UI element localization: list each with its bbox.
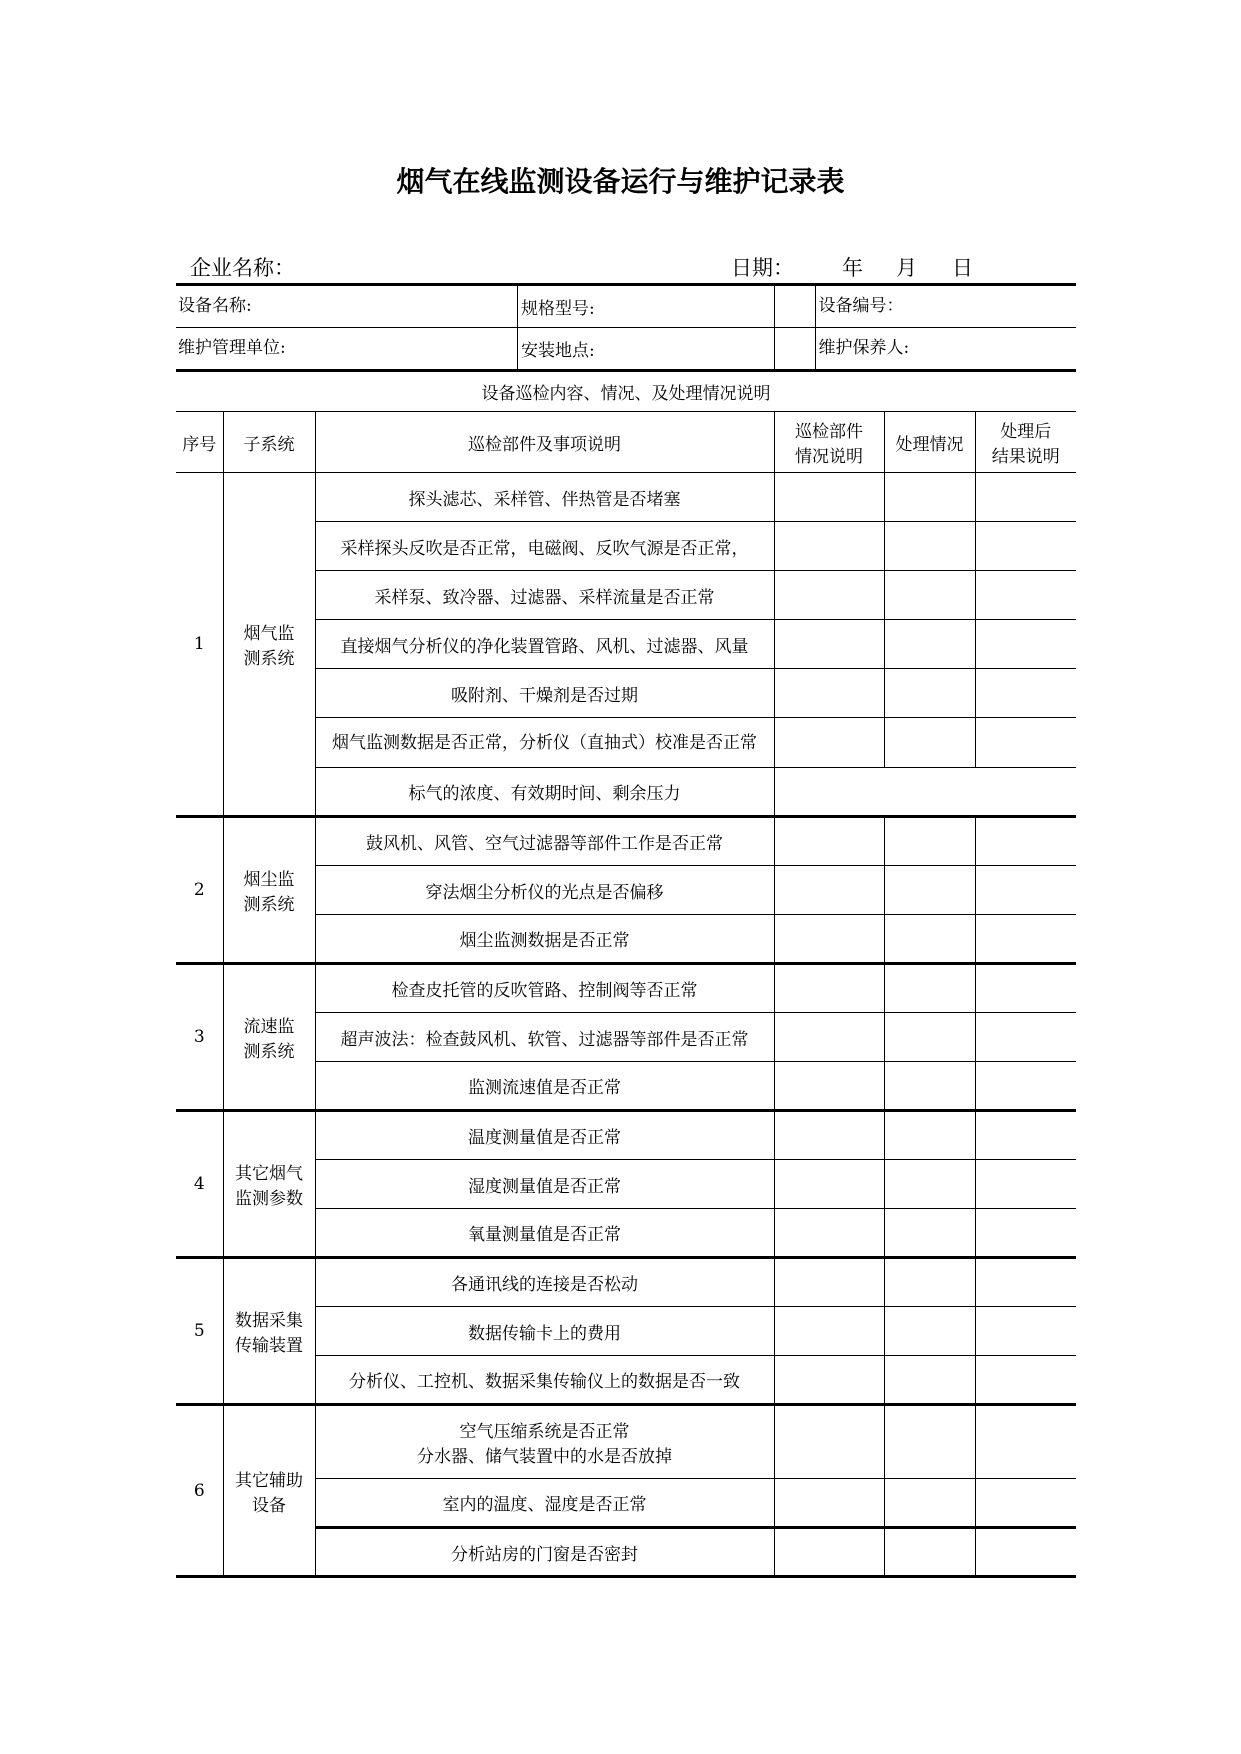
merged-blank-cell[interactable] bbox=[774, 768, 1076, 817]
item-cell: 鼓风机、风管、空气过滤器等部件工作是否正常 bbox=[315, 817, 774, 866]
item-cell: 探头滤芯、采样管、伴热管是否堵塞 bbox=[315, 473, 774, 522]
status-cell[interactable] bbox=[774, 866, 884, 915]
status-cell[interactable] bbox=[774, 1258, 884, 1307]
day-label: 日 bbox=[952, 256, 973, 280]
subsystem-name-2: 测系统 bbox=[243, 895, 295, 915]
subsystem-cell bbox=[223, 1405, 315, 1577]
month-label: 月 bbox=[896, 256, 917, 280]
subsystem-name-2: 设备 bbox=[252, 1495, 286, 1516]
status-cell[interactable] bbox=[774, 1062, 884, 1111]
spec-model-field: 规格型号: bbox=[521, 299, 595, 319]
result-cell[interactable] bbox=[975, 817, 1076, 866]
status-cell[interactable] bbox=[774, 1111, 884, 1160]
status-cell[interactable] bbox=[774, 964, 884, 1013]
item-cell: 室内的温度、湿度是否正常 bbox=[315, 1479, 774, 1528]
handling-cell[interactable] bbox=[884, 718, 975, 768]
subsystem-name-1: 其它烟气 bbox=[235, 1164, 303, 1184]
item-cell: 分析仪、工控机、数据采集传输仪上的数据是否一致 bbox=[315, 1356, 774, 1405]
item-cell: 穿法烟尘分析仪的光点是否偏移 bbox=[315, 866, 774, 915]
info-row-2 bbox=[176, 328, 774, 371]
item-cell: 湿度测量值是否正常 bbox=[315, 1160, 774, 1209]
item-cell: 烟尘监测数据是否正常 bbox=[315, 915, 774, 964]
seq-cell: 6 bbox=[176, 1405, 223, 1577]
result-cell[interactable] bbox=[975, 1209, 1076, 1258]
handling-cell[interactable] bbox=[884, 1013, 975, 1062]
col-status-line-2: 情况说明 bbox=[795, 447, 864, 467]
result-cell[interactable] bbox=[975, 1258, 1076, 1307]
result-cell[interactable] bbox=[975, 1356, 1076, 1405]
item-cell: 采样泵、致冷器、过滤器、采样流量是否正常 bbox=[315, 571, 774, 620]
result-cell[interactable] bbox=[975, 1405, 1076, 1479]
subsystem-cell bbox=[223, 1258, 315, 1405]
item-cell: 各通讯线的连接是否松动 bbox=[315, 1258, 774, 1307]
result-cell[interactable] bbox=[975, 1528, 1076, 1577]
date-label: 日期： bbox=[731, 256, 794, 280]
status-cell[interactable] bbox=[774, 1356, 884, 1405]
col-status-line-1: 巡检部件 bbox=[795, 422, 864, 442]
seq-cell: 2 bbox=[176, 817, 223, 964]
subsystem-name-2: 测系统 bbox=[243, 649, 295, 669]
install-site-field: 安装地点: bbox=[521, 341, 595, 361]
col-handling-header: 处理情况 bbox=[884, 412, 975, 473]
page-title: 烟气在线监测设备运行与维护记录表 bbox=[396, 165, 845, 198]
status-cell[interactable] bbox=[774, 1479, 884, 1528]
item-cell: 氧量测量值是否正常 bbox=[315, 1209, 774, 1258]
col-result-line-1: 处理后 bbox=[1000, 422, 1052, 442]
handling-cell[interactable] bbox=[884, 620, 975, 669]
result-cell[interactable] bbox=[975, 1160, 1076, 1209]
item-cell: 温度测量值是否正常 bbox=[315, 1111, 774, 1160]
section-title: 设备巡检内容、情况、及处理情况说明 bbox=[176, 371, 1076, 412]
item-cell: 烟气监测数据是否正常，分析仪（直抽式）校准是否正常 bbox=[315, 718, 774, 768]
col-result-header bbox=[975, 412, 1076, 473]
item-line-1: 空气压缩系统是否正常 bbox=[459, 1422, 630, 1442]
handling-cell[interactable] bbox=[884, 571, 975, 620]
maint-unit-field: 维护管理单位: bbox=[176, 328, 518, 369]
handling-cell[interactable] bbox=[884, 1405, 975, 1479]
col-subsystem-header: 子系统 bbox=[223, 412, 315, 473]
subsystem-name-1: 流速监 bbox=[243, 1017, 295, 1037]
result-cell[interactable] bbox=[975, 571, 1076, 620]
subsystem-name-2: 监测参数 bbox=[235, 1189, 303, 1209]
result-cell[interactable] bbox=[975, 964, 1076, 1013]
handling-cell[interactable] bbox=[884, 866, 975, 915]
handling-cell[interactable] bbox=[884, 964, 975, 1013]
device-no-field: 设备编号： bbox=[815, 286, 904, 327]
result-cell[interactable] bbox=[975, 1479, 1076, 1528]
item-cell: 直接烟气分析仪的净化装置管路、风机、过滤器、风量 bbox=[315, 620, 774, 669]
item-line-2: 分水器、储气装置中的水是否放掉 bbox=[417, 1447, 673, 1467]
seq-cell: 1 bbox=[176, 473, 223, 817]
status-cell[interactable] bbox=[774, 571, 884, 620]
item-cell: 吸附剂、干燥剂是否过期 bbox=[315, 669, 774, 718]
seq-cell: 3 bbox=[176, 964, 223, 1111]
item-cell: 分析站房的门窗是否密封 bbox=[315, 1528, 774, 1577]
item-cell bbox=[315, 1405, 774, 1479]
handling-cell[interactable] bbox=[884, 817, 975, 866]
subsystem-name-2: 测系统 bbox=[243, 1042, 295, 1062]
col-result-line-2: 结果说明 bbox=[991, 447, 1060, 467]
result-cell[interactable] bbox=[975, 1062, 1076, 1111]
handling-cell[interactable] bbox=[884, 1528, 975, 1577]
col-item-header: 巡检部件及事项说明 bbox=[315, 412, 774, 473]
handling-cell[interactable] bbox=[884, 669, 975, 718]
status-cell[interactable] bbox=[774, 1013, 884, 1062]
subsystem-cell bbox=[223, 964, 315, 1111]
seq-cell: 5 bbox=[176, 1258, 223, 1405]
handling-cell[interactable] bbox=[884, 473, 975, 522]
company-label: 企业名称： bbox=[190, 256, 295, 280]
item-cell: 检查皮托管的反吹管路、控制阀等否正常 bbox=[315, 964, 774, 1013]
result-cell[interactable] bbox=[975, 718, 1076, 768]
handling-cell[interactable] bbox=[884, 1258, 975, 1307]
status-cell[interactable] bbox=[774, 473, 884, 522]
handling-cell[interactable] bbox=[884, 1160, 975, 1209]
item-cell: 监测流速值是否正常 bbox=[315, 1062, 774, 1111]
handling-cell[interactable] bbox=[884, 915, 975, 964]
info-row-1 bbox=[176, 285, 774, 328]
device-name-field: 设备名称: bbox=[176, 286, 518, 327]
status-cell[interactable] bbox=[774, 1160, 884, 1209]
result-cell[interactable] bbox=[975, 866, 1076, 915]
result-cell[interactable] bbox=[975, 1307, 1076, 1356]
subsystem-name-1: 其它辅助 bbox=[235, 1470, 303, 1491]
item-cell: 超声波法：检查鼓风机、软管、过滤器等部件是否正常 bbox=[315, 1013, 774, 1062]
result-cell[interactable] bbox=[975, 522, 1076, 571]
result-cell[interactable] bbox=[975, 620, 1076, 669]
maintainer-field: 维护保养人: bbox=[815, 328, 910, 369]
seq-cell: 4 bbox=[176, 1111, 223, 1258]
handling-cell[interactable] bbox=[884, 1479, 975, 1528]
status-cell[interactable] bbox=[774, 1528, 884, 1577]
item-cell: 采样探头反吹是否正常，电磁阀、反吹气源是否正常， bbox=[315, 522, 774, 571]
handling-cell[interactable] bbox=[884, 522, 975, 571]
status-cell[interactable] bbox=[774, 1209, 884, 1258]
subsystem-cell bbox=[223, 817, 315, 964]
status-cell[interactable] bbox=[774, 669, 884, 718]
status-cell[interactable] bbox=[774, 915, 884, 964]
result-cell[interactable] bbox=[975, 1111, 1076, 1160]
handling-cell[interactable] bbox=[884, 1111, 975, 1160]
status-cell[interactable] bbox=[774, 522, 884, 571]
inspection-table bbox=[176, 283, 1076, 1578]
subsystem-name-1: 烟气监 bbox=[243, 624, 295, 644]
handling-cell[interactable] bbox=[884, 1209, 975, 1258]
subsystem-name-1: 数据采集 bbox=[235, 1311, 303, 1331]
subsystem-cell bbox=[223, 1111, 315, 1258]
result-cell[interactable] bbox=[975, 669, 1076, 718]
status-cell[interactable] bbox=[774, 1307, 884, 1356]
result-cell[interactable] bbox=[975, 1013, 1076, 1062]
handling-cell[interactable] bbox=[884, 1062, 975, 1111]
status-cell[interactable] bbox=[774, 620, 884, 669]
result-cell[interactable] bbox=[975, 473, 1076, 522]
item-cell: 数据传输卡上的费用 bbox=[315, 1307, 774, 1356]
result-cell[interactable] bbox=[975, 915, 1076, 964]
subsystem-cell bbox=[223, 473, 315, 817]
status-cell[interactable] bbox=[774, 817, 884, 866]
year-label: 年 bbox=[842, 256, 863, 280]
col-seq-header: 序号 bbox=[176, 412, 223, 473]
handling-cell[interactable] bbox=[884, 1356, 975, 1405]
status-cell[interactable] bbox=[774, 718, 884, 768]
subsystem-name-2: 传输装置 bbox=[235, 1336, 303, 1356]
handling-cell[interactable] bbox=[884, 1307, 975, 1356]
status-cell[interactable] bbox=[774, 1405, 884, 1479]
col-status-header bbox=[774, 412, 884, 473]
info-row-1-right bbox=[774, 285, 1076, 328]
info-row-2-right bbox=[774, 328, 1076, 371]
item-cell: 标气的浓度、有效期时间、剩余压力 bbox=[315, 768, 774, 817]
subsystem-name-1: 烟尘监 bbox=[243, 870, 295, 890]
